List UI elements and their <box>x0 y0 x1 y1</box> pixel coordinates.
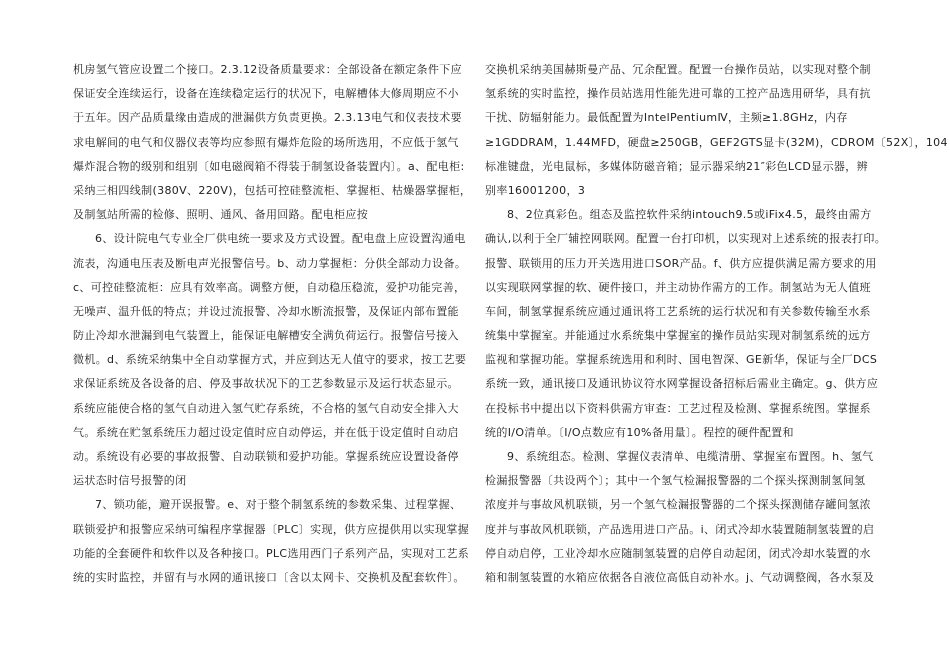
right-column-text-line: 交换机采纳美国赫斯曼产品、冗余配置。配置一台操作员站，以实现对整个制 <box>485 63 871 76</box>
right-column-text-line: 统集中掌握室。并能通过水系统集中掌握室的操作员站实现对制氢系统的远方 <box>485 329 871 343</box>
right-column-text-line: 标准键盘，光电鼠标，多媒体防磁音箱；显示器采纳21″彩色LCD显示器，辨 <box>485 159 868 173</box>
left-column-text-line: 及制氢站所需的检修、照明、通风、备用回路。配电柜应按 <box>73 208 369 222</box>
left-text-column <box>73 58 472 590</box>
left-column-text-line: 功能的全套硬件和软件以及各种接口。PLC选用西门子系列产品，实现对工艺系 <box>73 546 470 560</box>
left-column-text-line: 求保证系统及各设备的启、停及事故状况下的工艺参数显示及运行状态显示。 <box>73 377 459 391</box>
left-column-text-line: 联锁爱护和报警应采纳可编程序掌握器〔PLC〕实现，供方应提供用以实现掌握 <box>73 522 470 536</box>
left-column-text-line: 动。系统设有必要的事故报警、自动联锁和爱护功能。掌握系统应设置设备停 <box>73 450 459 463</box>
right-column-text-line: ≥1GDDRAM，1.44MFD，硬盘≥250GB，GEF2GTS显卡(32M)，CDROM〔52X〕，104 <box>485 135 948 149</box>
left-column-text-line: 求电解间的电气和仪器仪表等均应参照有爆炸危险的场所选用，不应低于氢气 <box>73 135 459 149</box>
right-column-text-line: 别率16001200，3 <box>485 183 586 197</box>
right-column-text-line: 在投标书中提出以下资料供需方审查：工艺过程及检测、掌握系统图。掌握系 <box>485 401 871 415</box>
left-column-text-line: 微机。d、系统采纳集中全自动掌握方式，并应到达无人值守的要求，按工艺要 <box>73 353 467 367</box>
right-column-text-line: 停自动启停，工业冷却水应随制氢装置的启停自动起闭，闭式冷却水装置的水 <box>485 546 871 560</box>
left-column-text-line: 保证安全连续运行，设备在连续稳定运行的状况下，电解槽体大修周期应不小 <box>73 87 459 101</box>
right-column-text-line: 度并与事故风机联锁，产品选用进口产品。i、闭式冷却水装置随制氢装置的启 <box>485 522 875 536</box>
left-column-text-line: 运状态时信号报警的闭 <box>73 474 187 488</box>
right-column-text-line: 箱和制氢装置的水箱应依据各自液位高低自动补水。j、气动调整阀，各水泵及 <box>485 570 875 584</box>
right-column-text-line: 车间，制氢掌握系统应通过通讯将工艺系统的运行状况和有关参数传输至水系 <box>485 304 871 318</box>
left-column-text-line: 7、锁功能，避开误报警。e、对于整个制氢系统的参数采集、过程掌握、 <box>95 498 462 512</box>
right-text-column <box>485 58 948 590</box>
right-column-text-line: 监视和掌握功能。掌握系统选用和利时、国电智深、GE新华，保证与全厂DCS <box>485 353 878 367</box>
right-column-text-line: 9、系统组态。检测、掌握仪表清单、电缆清册、掌握室布置图。h、氢气 <box>507 450 874 463</box>
right-column-text-line: 干扰、防辐射能力。最低配置为IntelPentiumⅣ，主频≥1.8GHz，内存 <box>485 111 848 125</box>
left-column-text-line: 防止冷却水泄漏到电气装置上，能保证电解槽安全满负荷运行。报警信号接入 <box>73 329 459 343</box>
left-column-text-line: c、可控硅整流柜：应具有效率高。调整方便，自动稳压稳流，爱护功能完善， <box>73 280 466 294</box>
right-column-text-line: 氢系统的实时监控，操作员站选用性能先进可靠的工控产品选用研华，具有抗 <box>485 87 871 101</box>
right-column-text-line: 浓度并与事故风机联锁，另一个氢气检漏报警器的二个探头探测储存罐间氢浓 <box>485 498 871 512</box>
left-column-text-line: 于五年。因产品质量缘由造成的泄漏供方负责更换。2.3.13电气和仪表技术要 <box>73 111 462 125</box>
left-column-text-line: 6、设计院电气专业全厂供电统一要求及方式设置。配电盘上应设置沟通电 <box>95 232 466 246</box>
left-column-text-line: 机房氢气管应设置二个接口。2.3.12设备质量要求：全部设备在额定条件下应 <box>73 63 462 76</box>
left-column-text-line: 统的实时监控，并留有与水网的通讯接口〔含以太网卡、交换机及配套软件〕。 <box>73 570 465 584</box>
right-column-text-line: 8、2位真彩色。组态及监控软件采纳intouch9.5或iFix4.5，最终由需方 <box>507 208 872 222</box>
right-column-text-line: 系统一致，通讯接口及通讯协议符水网掌握设备招标后需业主确定。g、供方应 <box>485 377 879 391</box>
left-column-text-line: 气。系统在贮氢系统压力超过设定值时应自动停运，并在低于设定值时自动启 <box>73 425 459 439</box>
right-column-text-line: 确认,以利于全厂辅控网联网。配置一台打印机，以实现对上述系统的报表打印。 <box>485 232 887 246</box>
right-column-text-line: 以实现联网掌握的软、硬件接口，并主动协作需方的工作。制氢站为无人值班 <box>485 280 871 294</box>
right-column-text-line: 报警、联锁用的压力开关选用进口SOR产品。f、供方应提供满足需方要求的用 <box>485 256 877 270</box>
right-column-text-line: 检漏报警器〔共设两个〕；其中一个氢气检漏报警器的二个探头探测制氢间氢 <box>485 474 866 488</box>
left-column-text-line: 爆炸混合物的级别和组别〔如电磁阀箱不得装于制氢设备装置内〕。a、配电柜: <box>73 159 465 173</box>
left-column-text-line: 采纳三相四线制(380V、220V)，包括可控硅整流柜、掌握柜、枯燥器掌握柜， <box>73 183 472 197</box>
left-column-text-line: 流表，沟通电压表及断电声光报警信号。b、动力掌握柜：分供全部动力设备。 <box>73 256 467 270</box>
left-column-text-line: 系统应能使合格的氢气自动进入氢气贮存系统，不合格的氢气自动安全排入大 <box>73 401 459 415</box>
left-column-text-line: 无噪声、温升低的特点；并设过流报警、冷却水断流报警，及保证内部布置能 <box>73 304 459 318</box>
right-column-text-line: 统的I/O清单。〔I/O点数应有10%备用量〕。程控的硬件配置和 <box>485 425 794 439</box>
